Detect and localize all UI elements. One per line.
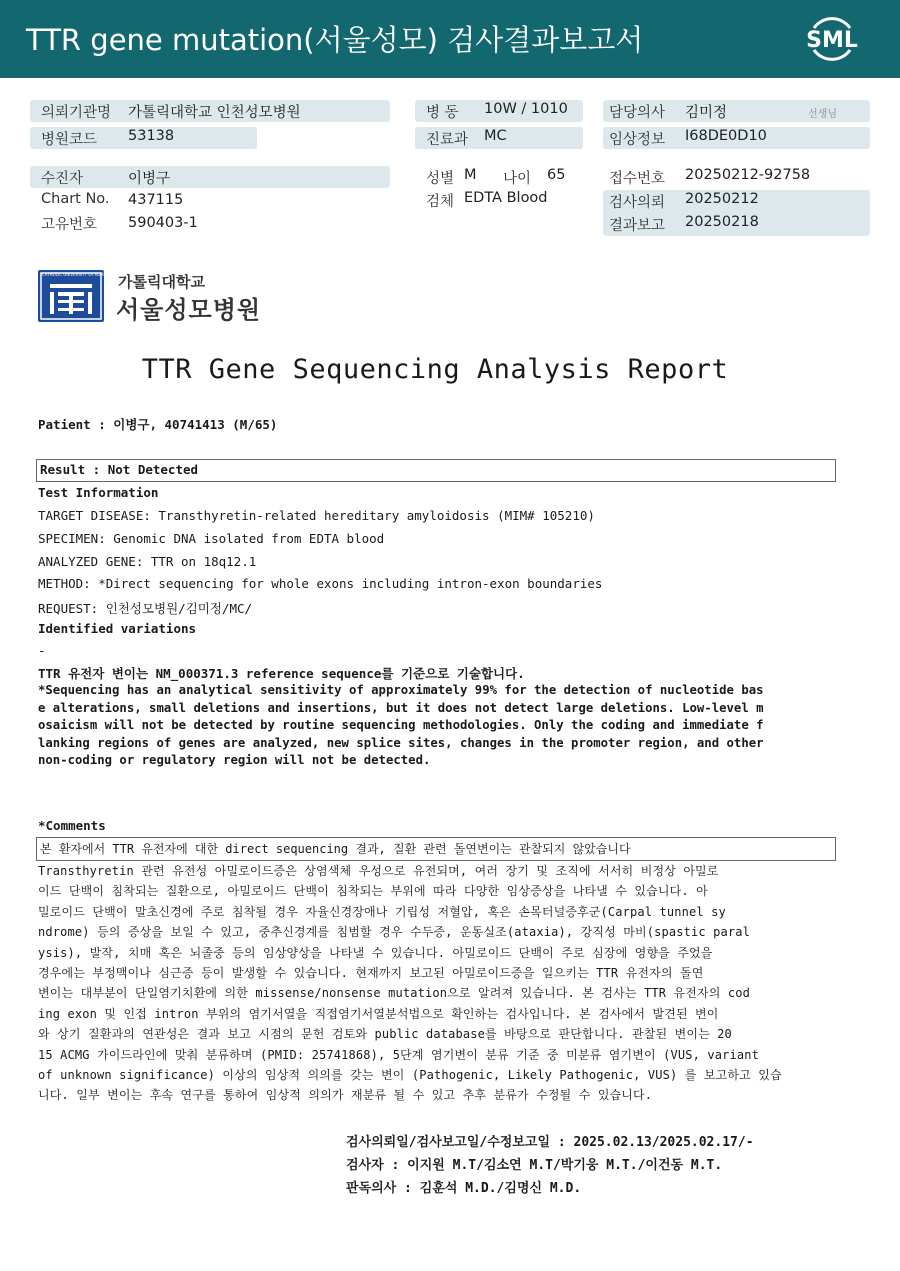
- request-date-label: 검사의뢰: [609, 195, 666, 211]
- identified-heading: Identified variations: [38, 621, 197, 636]
- patient-label: 수진자: [41, 171, 84, 187]
- unique-no: 590403-1: [128, 215, 198, 231]
- report-date: 20250218: [685, 214, 759, 230]
- sml-logo: [804, 12, 860, 66]
- disclaimer-line: *Sequencing has an analytical sensitivity of approximately 99% for the detection of nucleotide bas: [38, 683, 764, 697]
- comment-line: 경우에는 부정맥이나 심근증 등이 발생할 수 있습니다. 현재까지 보고된 아밀로이드증을 일으키는 TTR 유전자의 돌연: [38, 966, 704, 981]
- hospital-emblem: [38, 270, 109, 322]
- sex: M: [464, 167, 477, 183]
- unique-label: 고유번호: [41, 217, 98, 233]
- comment-line: ing exon 및 인접 intron 부위의 염기서열을 직접염기서열분석법으로 확인하는 검사입니다. 본 검사에서 발견된 변이: [38, 1006, 719, 1021]
- doctor: 김미정: [685, 105, 728, 121]
- info-bar: [30, 166, 390, 188]
- disclaimer-line: non-coding or regulatory region will not be detected.: [38, 753, 431, 768]
- age: 65: [547, 167, 566, 183]
- report-title: TTR Gene Sequencing Analysis Report: [141, 354, 729, 385]
- chart-no: 437115: [128, 192, 184, 208]
- specimen: EDTA Blood: [464, 190, 548, 206]
- comments-heading: *Comments: [38, 818, 106, 833]
- comment-line: 이드 단백이 침착되는 질환으로, 아밀로이드 단백이 침착되는 부위에 따라 다양한 임상증상을 나타낼 수 있습니다. 아: [38, 884, 708, 899]
- header-title: TTR gene mutation(서울성모) 검사결과보고서: [26, 23, 644, 57]
- ward-label: 병 동: [426, 105, 459, 121]
- sex-label: 성별: [426, 171, 455, 187]
- comment-line: Transthyretin 관련 유전성 아밀로이드증은 상염색체 우성으로 유전되며, 여러 장기 및 조직에 서서히 비정상 아밀로: [38, 864, 719, 878]
- hospital-code-label: 병원코드: [41, 132, 98, 148]
- doctor-label: 담당의사: [609, 105, 666, 121]
- clinical-label: 임상정보: [609, 132, 666, 148]
- request-line: REQUEST: 인천성모병원/김미정/MC/: [38, 601, 253, 616]
- hospital-emblem-text: CATHOLIC UNIVERSITY OF KOREA: [42, 272, 109, 277]
- comment-line: ysis), 발작, 치매 혹은 뇌졸중 등의 임상양상을 나타낼 수 있습니다. 아밀로이드 단백이 주로 심장에 영향을 주었을: [38, 945, 713, 960]
- sml-logo-text: SML: [806, 28, 858, 53]
- specimen-label: 검체: [426, 194, 455, 210]
- dept-label: 진료과: [426, 132, 469, 148]
- analyzed-gene: ANALYZED GENE: TTR on 18q12.1: [38, 554, 257, 569]
- report-date-label: 결과보고: [609, 218, 666, 234]
- sign-dates: 검사의뢰일/검사보고일/수정보고일 : 2025.02.13/2025.02.17/-: [346, 1135, 754, 1150]
- patient-name: 이병구: [128, 171, 171, 187]
- specimen-line: SPECIMEN: Genomic DNA isolated from EDTA blood: [38, 531, 385, 546]
- report-header: [0, 0, 900, 78]
- dept: MC: [484, 128, 507, 144]
- requesting-org: 가톨릭대학교 인천성모병원: [128, 105, 301, 121]
- doctor-suffix: 선생님: [808, 109, 837, 120]
- hospital-university: 가톨릭대학교: [118, 273, 205, 291]
- disclaimer: [38, 682, 838, 770]
- age-label: 나이: [503, 171, 532, 187]
- disclaimer-line: e alterations, small deletions and insertions, but it does not detect large deletions. Low-level m: [38, 700, 764, 715]
- hospital-name: 서울성모병원: [116, 296, 262, 324]
- disclaimer-line: lanking regions of genes are analyzed, new splice sites, changes in the promoter region, and other: [38, 735, 764, 750]
- hospital-code: 53138: [128, 128, 175, 144]
- comment-line: ndrome) 등의 증상을 보일 수 있고, 중추신경계를 침범할 경우 수두증, 운동실조(ataxia), 강직성 마비(spastic paral: [38, 925, 750, 940]
- test-info-heading: Test Information: [38, 485, 159, 500]
- request-date: 20250212: [685, 191, 759, 207]
- sign-doctors: 판독의사 : 김훈석 M.D./김명신 M.D.: [346, 1181, 582, 1196]
- receipt-no: 20250212-92758: [685, 167, 811, 183]
- result: Result : Not Detected: [40, 462, 199, 477]
- comments-body: [38, 861, 838, 1106]
- clinical-info: I68DE0D10: [685, 128, 767, 144]
- comment-line: 와 상기 질환과의 연관성은 결과 보고 시점의 문헌 검토와 public database를 바탕으로 판단합니다. 관찰된 변이는 20: [38, 1027, 732, 1042]
- chart-label: Chart No.: [41, 191, 110, 207]
- comment-line: 밀로이드 단백이 말초신경에 주로 침착될 경우 자율신경장애나 기립성 저혈압, 혹은 손목터널증후군(Carpal tunnel sy: [38, 904, 726, 919]
- receipt-label: 접수번호: [609, 171, 666, 187]
- comment-line: 니다. 일부 변이는 후속 연구를 통하여 임상적 의의가 재분류 될 수 있고 추후 분류가 수정될 수 있습니다.: [38, 1088, 653, 1103]
- comment-line: 변이는 대부분이 단일염기치환에 의한 missense/nonsense mutation으로 알려져 있습니다. 본 검사는 TTR 유전자의 cod: [38, 986, 750, 1001]
- requesting-org-label: 의뢰기관명: [41, 105, 112, 121]
- disclaimer-line: osaicism will not be detected by routine sequencing methodologies. Only the coding and immediate f: [38, 718, 764, 733]
- ward: 10W / 1010: [484, 101, 568, 117]
- comment-line: 15 ACMG 가이드라인에 맞춰 분류하며 (PMID: 25741868), 5단계 염기변이 분류 기준 중 미분류 염기변이 (VUS, variant: [38, 1047, 759, 1062]
- report-patient: Patient : 이병구, 40741413 (M/65): [38, 417, 278, 432]
- comment-summary: 본 환자에서 TTR 유전자에 대한 direct sequencing 결과, 질환 관련 돌연변이는 관찰되지 않았습니다: [40, 842, 631, 856]
- reference-note: TTR 유전자 변이는 NM_000371.3 reference sequence를 기준으로 기술합니다.: [38, 666, 525, 681]
- identified-value: -: [38, 643, 46, 658]
- sign-testers: 검사자 : 이지원 M.T/김소연 M.T/박기웅 M.T./이건동 M.T.: [346, 1158, 723, 1173]
- target-disease: TARGET DISEASE: Transthyretin-related hereditary amyloidosis (MIM# 105210): [38, 508, 595, 523]
- comment-line: of unknown significance) 이상의 임상적 의의를 갖는 변이 (Pathogenic, Likely Pathogenic, VUS) 를 보고하고 있습: [38, 1068, 782, 1083]
- method: METHOD: *Direct sequencing for whole exons including intron-exon boundaries: [38, 576, 603, 591]
